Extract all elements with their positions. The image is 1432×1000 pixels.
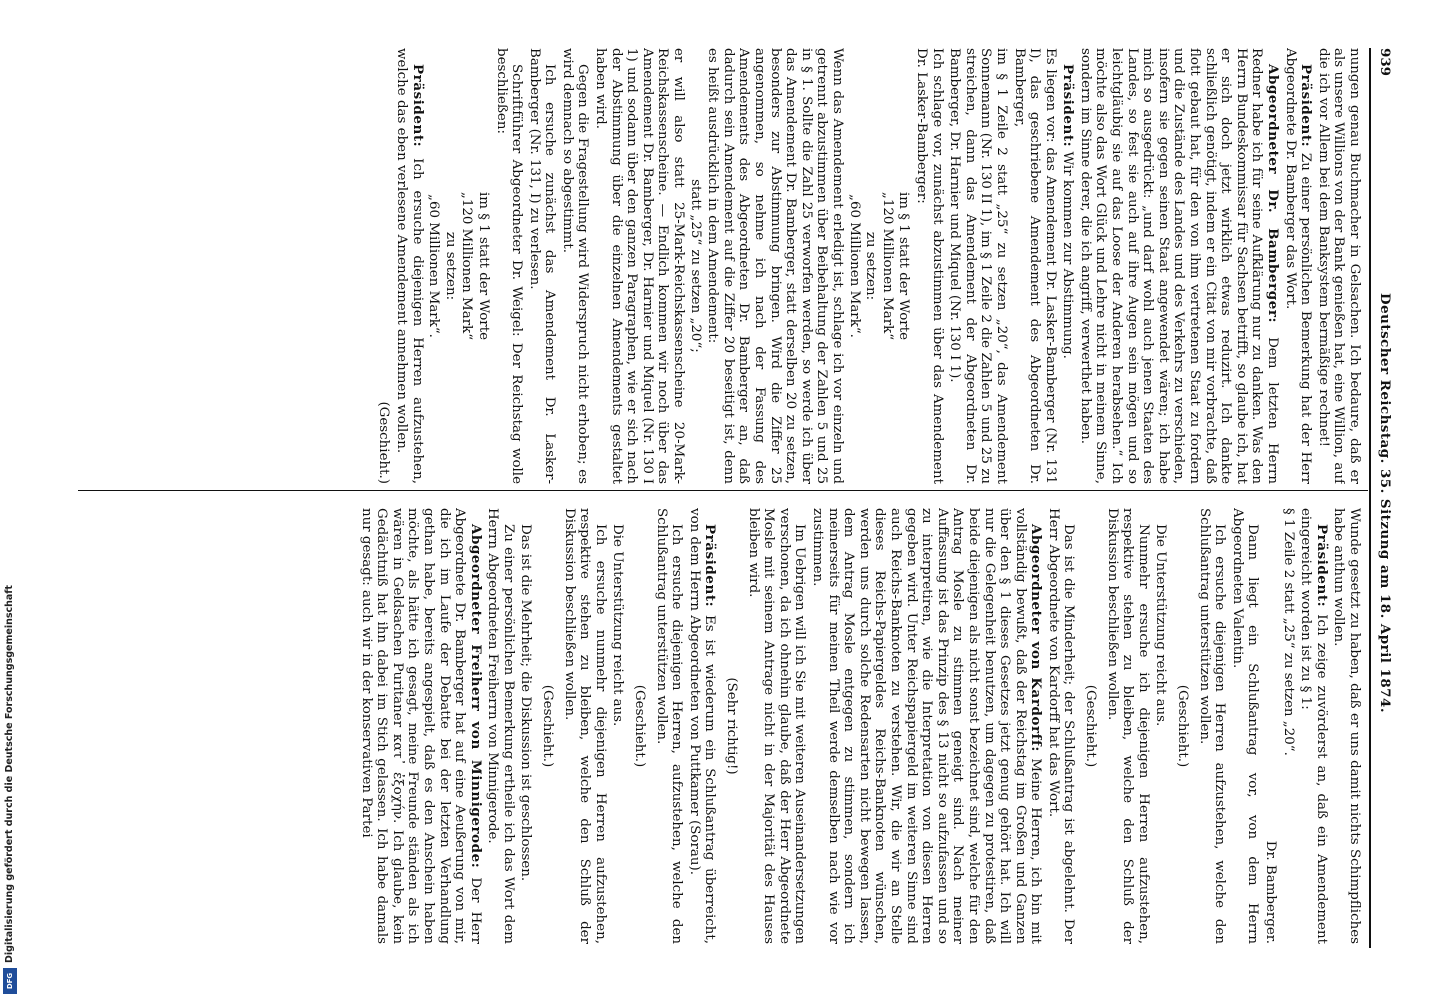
paragraph [475, 48, 491, 484]
speaker-name: Abgeordneter von Kardorff: [1028, 524, 1045, 752]
paragraph [485, 508, 516, 944]
paragraph [879, 48, 895, 484]
paragraph [686, 508, 717, 944]
paragraph-text: Ich ersuche nunmehr diejenigen Herren aufzustehen, respektive stehen zu bleiben, welche den Schluß der Diskussion beschließen wollen. [561, 508, 608, 944]
paragraph-text: Das ist die Minderheit; der Schlußantrag ist abgelehnt. Der Herr Abgeordnete von Kardorff hat das Wort. [1045, 508, 1077, 944]
column-divider [78, 490, 1368, 491]
paragraph-text: im § 1 Zeile 2 statt „25“ zu setzen „20“, das Amendement Sonnemann (Nr. 130 II 1), im § 1 Zeile 2 die Zahlen 5 und 25 zu streichen, dann das Amendement der Abgeordneten Dr. Bamberger, Dr. Harnier und Miquel (Nr. 130 I 1). [947, 48, 1009, 484]
paragraph-text: „120 Millionen Mark“ [459, 191, 475, 341]
paragraph-text: (Geschieht.) [1083, 684, 1099, 768]
paragraph-text: Im Uebrigen will ich Sie mit weiteren Auseinandersetzungen verschonen, da ich ohnehin glaube, daß der Herr Abgeordnete Mosle mit seinem Antrage nicht in der Majorität des Hauses bleiben wird. [745, 508, 808, 944]
paragraph [459, 48, 475, 484]
paragraph [593, 48, 687, 484]
paragraph [526, 48, 557, 484]
paragraph [1331, 508, 1362, 944]
paragraph-text: Zu einer persönlichen Bemerkung ertheile ich das Wort dem Herrn Abgeordneten Freiherrn von Minnigerode. [485, 508, 516, 944]
paragraph-text: „120 Millionen Mark“ [879, 191, 895, 341]
paragraph [846, 48, 862, 484]
paragraph-text: Die Unterstützung reicht aus. [1153, 524, 1169, 727]
speaker-name: Abgeordneter Dr. Bamberger: [1265, 64, 1282, 324]
paragraph [561, 508, 608, 944]
speaker-name: Präsident: [409, 64, 426, 148]
paragraph-text: (Geschieht.) [632, 684, 648, 768]
paragraph-text: Wir kommen zur Abstimmung. [1060, 151, 1076, 359]
paragraph [1045, 508, 1076, 944]
paragraph [809, 508, 1043, 944]
paragraph-text: zu setzen: [863, 231, 879, 301]
speaker-name: Abgeordneter Freiherr von Minnigerode: [467, 524, 484, 869]
dfg-logo-text: DFG [6, 972, 14, 990]
running-head [1370, 48, 1392, 958]
paragraph [559, 48, 590, 484]
paragraph-text: Der Herr Abgeordnete Dr. Bamberger hat auf eine Aeußerung von mir, die ich im Laufe der Debatte bei der letzten Verhandlung gethan habe, bereits angespielt, daß es den Anschein haben möchte, als hätte ich gesagt, meine Freunde ständen als ich wären in Geldsachen Puritaner κατ᾽ ἐξοχήν. Ich glaube, kein Gedächtniß hat ihn dabei im Stich gelassen. Ich habe damals nur gesagt: auch wir in der konservativen Partei [358, 508, 483, 944]
paragraph [1280, 508, 1296, 944]
paragraph [358, 508, 483, 944]
paragraph [1104, 508, 1151, 944]
paragraph [1262, 508, 1278, 944]
speaker-name: Präsident: [1060, 64, 1077, 148]
paragraph [442, 48, 458, 484]
paragraph [610, 508, 626, 944]
paragraph [1083, 508, 1099, 944]
paragraph [913, 48, 944, 484]
digitization-credit [2, 585, 20, 980]
paragraph-text: „60 Millionen Mark“. [846, 194, 862, 338]
paragraph-text: (Geschieht.) [376, 401, 392, 484]
paragraph [1229, 508, 1260, 944]
paragraph-text: er will also statt 25-Mark-Reichskassenscheine 20-Mark-Reichskassenscheine. — Endlich kommen wir noch über das Amendement Dr. Bamberger, Dr. Harnier und Miquel (Nr. 130 I 1) und sodann über den ganzen Paragraphen, wie er sich nach der Abstimmung über die einzelnen Amendements gestaltet haben wird. [593, 48, 687, 484]
paragraph [1153, 508, 1169, 944]
paragraph [1174, 508, 1190, 944]
paragraph-text: im § 1 statt der Worte [896, 192, 912, 340]
paragraph [540, 508, 556, 944]
paragraph-text: (Geschieht.) [540, 684, 556, 768]
paragraph-text: Dem letzten Herrn Redner habe ich für seine Aufklärung nur zu danken. Was den Herrn Bundeskommissar für Sachsen betrifft, so glaube ich, hat er sich doch jetzt wirklich etwas reduzirt. Ich dankte schließlich genötigt, indem er ein Citat von mir vorbrachte, daß flott gebaut hat, für den von ihm vertretenen Staat zu fordern und die Zustände des Landes und des Verkehrs zu verschieden, insofern sie gegen seinen Staat angewendet wären; ich habe mich so ausgedrückt: „und darf wohl auch jenen Staaten des Landes, so fest sie auch auf ihre Augen sein mögen und so leichtgläubig sie auf das Loose der Anderen herabsehen.“ Ich möchte also das Wort Glück und Lehre nicht in meinem Sinne, sondern im Sinne derer, die ich angriff, verwerthet haben. [1077, 48, 1281, 484]
paragraph-text: Ich schlage vor, zunächst abzustimmen über das Amendement Dr. Lasker-Bamberger: [913, 48, 945, 484]
paragraph [1282, 48, 1313, 484]
paragraph [1060, 48, 1076, 484]
credit-text: Digitalisierung gefördert durch die Deutsche Forschungsgemeinschaft [4, 585, 15, 963]
speaker-name: Präsident: [1298, 64, 1315, 148]
paragraph-text: Ich ersuche diejenigen Herren aufzustehen, welche das eben verlesene Amendement annehmen wollen. [393, 48, 425, 484]
paragraph-text: statt „25“ zu setzen „20“; [687, 179, 703, 353]
paragraph-text: § 1 Zeile 2 statt „25“ zu setzen „20“. [1280, 508, 1296, 756]
dfg-logo [3, 968, 17, 994]
left-column [32, 48, 1362, 484]
page-number: 939 [1377, 48, 1393, 76]
paragraph-text: Ich ersuche diejenigen Herren aufzustehen, welche den Schlußantrag unterstützen wollen. [1196, 508, 1228, 944]
paragraph-text: (Geschieht.) [1175, 684, 1191, 768]
paragraph [393, 48, 424, 484]
paragraph-text: zu setzen: [442, 231, 458, 301]
paragraph-text: „60 Millionen Mark“. [426, 194, 442, 338]
paragraph-text: Dann liegt ein Schlußantrag vor, von dem Herrn Abgeordneten Valentin. [1229, 508, 1261, 944]
paragraph [1011, 48, 1058, 484]
paragraph-text: Schriftführer Abgeordneter Dr. Weigel: Der Reichstag wolle beschließen: [493, 48, 525, 484]
paragraph-text: Gegen die Fragestellung wird Widerspruch nicht erhoben; es wird demnach so abgestimmt. [559, 48, 591, 484]
paragraph [493, 48, 524, 484]
paragraph [1196, 508, 1227, 944]
paragraph-text: Wunde gesetzt zu haben, daß er uns damit nichts Schimpfliches habe anthun wollen. [1331, 508, 1362, 944]
paragraph [863, 48, 879, 484]
paragraph-text: Meine Herren, ich bin mit vollständig bewußt, daß der Reichstag im Großen und Ganzen über den § 1 dieses Gesetzes jetzt genug gehört hat. Ich will nur die Gelegenheit benutzen, um dagegen zu protestiren, daß beide diejenigen als nicht sonst bezeichnet sind, welche für den Antrag Mosle zu stimmen geneigt sind. Nach meiner Auffassung ist das Prinzip des § 13 nicht so aufzufassen und so zu interpretiren, wie die Interpretation von diesen Herren gegeben wird. Unter Reichspapiergeld im weiteren Sinne sind auch Reichs-Banknoten zu verstehen. Wir, die wir an Stelle dieses Reichs-Papiergeldes Reichs-Banknoten wünschen, werden uns durch solche Redensarten nicht bewegen lassen, dem Antrag Mosle entgegen zu stimmen, sondern ich meinerseits für meinen Theil werde demselben nach wie vor zustimmen. [810, 508, 1044, 944]
paragraph-text: Zu einer persönlichen Bemerkung hat der Herr Abgeordnete Dr. Bamberger das Wort. [1282, 48, 1314, 484]
paragraph [687, 48, 703, 484]
paragraph [426, 48, 442, 484]
paragraph-text: im § 1 statt der Worte [475, 192, 491, 340]
paragraph [896, 48, 912, 484]
paragraph-text: Dr. Bamberger. [1263, 840, 1279, 944]
paragraph-text: Das ist die Mehrheit; die Diskussion ist geschlossen. [518, 524, 534, 882]
paragraph-text: (Sehr richtig!) [724, 677, 740, 775]
paragraph [1298, 508, 1329, 944]
page-title: Deutscher Reichstag. 35. Sitzung am 18. April 1874. [1377, 293, 1393, 713]
paragraph [518, 508, 534, 944]
paragraph [947, 48, 1009, 484]
paragraph-text: Ich ersuche zunächst das Amendement Dr. Lasker-Bamberger (Nr. 131, I) zu verlesen. [526, 48, 558, 484]
header-rule [1369, 48, 1371, 948]
paragraph [745, 508, 807, 944]
paragraph [376, 48, 392, 484]
paragraph [1315, 48, 1362, 484]
paragraph-text: Die Unterstützung reicht aus. [610, 524, 626, 727]
paragraph-text: nungen genau Buchmacher in Gelsachen. Ich bedaure, daß er als unsere Willions von der Bank genießen hat, eine Willion, auf die ich vor Allem bei dem Banksystem bermäßige rechnet! [1315, 48, 1362, 484]
paragraph-text: Es liegen vor: das Amendement Dr. Lasker-Bamberger (Nr. 131 I), das geschriebene Amendement des Abgeordneten Dr. Bamberger, [1011, 48, 1058, 484]
right-column [32, 508, 1362, 944]
speaker-name: Präsident: [1313, 524, 1330, 608]
paragraph [631, 508, 647, 944]
paragraph [1077, 48, 1280, 484]
rotated-page [18, 8, 1398, 993]
paragraph [723, 508, 739, 944]
paragraph [653, 508, 684, 944]
paragraph [705, 48, 845, 484]
paragraph-text: Nunmehr ersuche ich diejenigen Herren aufzustehen, respektive stehen zu bleiben, welche den Schluß der Diskussion beschließen wollen. [1104, 508, 1151, 944]
paragraph-text: Wenn das Amendement erledigt ist, schlage ich vor einzeln und getrennt abzustimmen über Beibehaltung der Zahlen 5 und 25 in § 1. Sollte die Zahl 25 verworfen werden, so werde ich über das Amendement Dr. Bamberger, statt derselben 20 zu setzen, besonders zur Abstimmung bringen. Wird die Ziffer 25 angenommen, so nehme ich nach der Fassung des Amendements des Abgeordneten Dr. Bamberger an, daß dadurch sein Amendement auf die Ziffer 20 beseitigt ist, denn es heißt ausdrücklich in dem Amendement: [705, 48, 845, 484]
paragraph-text: Ich zeige zuvörderst an, daß ein Amendement eingereicht worden ist zu § 1: [1298, 508, 1329, 944]
speaker-name: Präsident: [702, 524, 719, 608]
paragraph-text: Ich ersuche diejenigen Herren, aufzustehen, welche den Schlußantrag unterstützen wollen. [653, 508, 685, 944]
paragraph-text: Es ist wiederum ein Schlußantrag überreicht, von dem Herrn Abgeordneten von Puttkamer (Sorau). [686, 508, 718, 944]
